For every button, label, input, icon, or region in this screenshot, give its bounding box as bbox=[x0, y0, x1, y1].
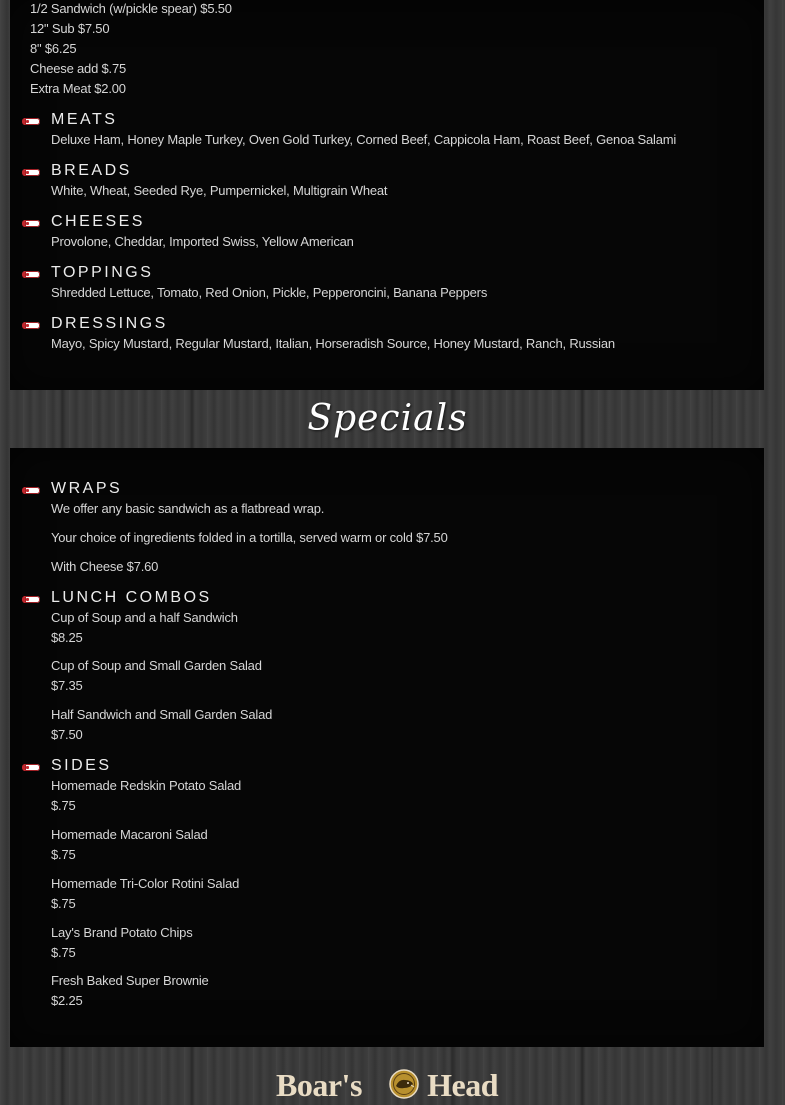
bullet-icon bbox=[22, 322, 40, 329]
top-list-item: Extra Meat $2.00 bbox=[30, 81, 126, 96]
side-item-price: $.75 bbox=[51, 945, 76, 960]
side-item-name: Homemade Macaroni Salad bbox=[51, 827, 208, 842]
boar-emblem-icon bbox=[389, 1069, 419, 1099]
side-item-price: $.75 bbox=[51, 896, 76, 911]
top-list-item: 8" $6.25 bbox=[30, 41, 77, 56]
bullet-icon bbox=[22, 220, 40, 227]
bullet-icon bbox=[22, 169, 40, 176]
bullet-icon bbox=[22, 596, 40, 603]
side-item-price: $2.25 bbox=[51, 993, 83, 1008]
combo-item-name: Cup of Soup and Small Garden Salad bbox=[51, 658, 262, 673]
toppings-list: Shredded Lettuce, Tomato, Red Onion, Pickle, Pepperoncini, Banana Peppers bbox=[51, 285, 488, 300]
combo-item-price: $8.25 bbox=[51, 630, 83, 645]
meats-heading: MEATS bbox=[51, 111, 118, 128]
combo-item-name: Cup of Soup and a half Sandwich bbox=[51, 610, 238, 625]
combo-item-price: $7.35 bbox=[51, 678, 83, 693]
combo-item-name: Half Sandwich and Small Garden Salad bbox=[51, 707, 273, 722]
top-list-item: 12" Sub $7.50 bbox=[30, 21, 110, 36]
boars-head-logo[interactable] bbox=[276, 1066, 498, 1104]
wraps-line: We offer any basic sandwich as a flatbread wrap. bbox=[51, 501, 325, 516]
side-item-price: $.75 bbox=[51, 847, 76, 862]
bullet-icon bbox=[22, 271, 40, 278]
side-item-name: Homemade Tri-Color Rotini Salad bbox=[51, 876, 240, 891]
bullet-icon bbox=[22, 118, 40, 125]
combo-item-price: $7.50 bbox=[51, 727, 83, 742]
specials-title: Specials bbox=[307, 398, 468, 439]
side-item-name: Fresh Baked Super Brownie bbox=[51, 973, 209, 988]
top-list-item: 1/2 Sandwich (w/pickle spear) $5.50 bbox=[30, 1, 232, 16]
logo-text-right: Head bbox=[427, 1067, 498, 1103]
wraps-line: With Cheese $7.60 bbox=[51, 559, 159, 574]
lunch-combos-heading: LUNCH COMBOS bbox=[51, 589, 212, 606]
wraps-line: Your choice of ingredients folded in a tortilla, served warm or cold $7.50 bbox=[51, 530, 448, 545]
logo-text-left: Boar's bbox=[276, 1067, 362, 1103]
dressings-heading: DRESSINGS bbox=[51, 315, 168, 332]
wraps-heading: WRAPS bbox=[51, 480, 123, 497]
toppings-heading: TOPPINGS bbox=[51, 264, 154, 281]
cheeses-heading: CHEESES bbox=[51, 213, 145, 230]
dressings-list: Mayo, Spicy Mustard, Regular Mustard, Italian, Horseradish Source, Honey Mustard, Ranch, Russian bbox=[51, 336, 615, 351]
breads-list: White, Wheat, Seeded Rye, Pumpernickel, Multigrain Wheat bbox=[51, 183, 388, 198]
side-item-price: $.75 bbox=[51, 798, 76, 813]
cheeses-list: Provolone, Cheddar, Imported Swiss, Yellow American bbox=[51, 234, 354, 249]
bullet-icon bbox=[22, 487, 40, 494]
breads-heading: BREADS bbox=[51, 162, 132, 179]
meats-list: Deluxe Ham, Honey Maple Turkey, Oven Gold Turkey, Corned Beef, Cappicola Ham, Roast Beef, Genoa Salami bbox=[51, 132, 677, 147]
side-item-name: Homemade Redskin Potato Salad bbox=[51, 778, 242, 793]
top-list-item: Cheese add $.75 bbox=[30, 61, 127, 76]
bullet-icon bbox=[22, 764, 40, 771]
sides-heading: SIDES bbox=[51, 757, 112, 774]
side-item-name: Lay's Brand Potato Chips bbox=[51, 925, 193, 940]
